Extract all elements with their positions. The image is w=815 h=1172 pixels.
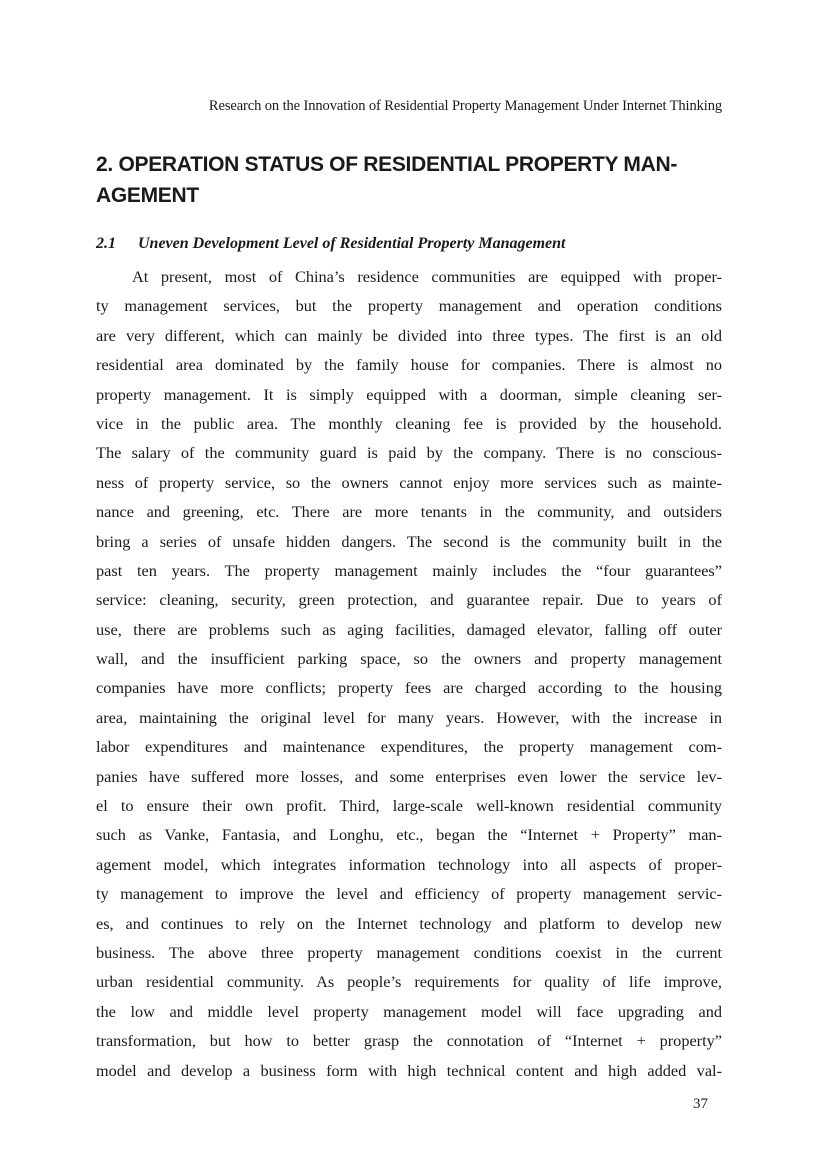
body-line: bring a series of unsafe hidden dangers. The second is the community built in the: [96, 531, 722, 551]
subsection-number: 2.1: [96, 235, 116, 252]
body-line: business. The above three property management conditions coexist in the current: [96, 942, 722, 962]
body-line: transformation, but how to better grasp the connotation of “Internet + property”: [96, 1031, 722, 1051]
body-line: are very different, which can mainly be divided into three types. The first is an old: [96, 325, 722, 345]
body-line: residential area dominated by the family house for companies. There is almost no: [96, 355, 722, 375]
body-line: property management. It is simply equipped with a doorman, simple cleaning ser-: [96, 384, 722, 404]
body-line: es, and continues to rely on the Internet technology and platform to develop new: [96, 913, 722, 933]
body-line: labor expenditures and maintenance expenditures, the property management com-: [96, 737, 722, 757]
body-line: vice in the public area. The monthly cleaning fee is provided by the household.: [96, 413, 722, 433]
body-line: ness of property service, so the owners cannot enjoy more services such as mainte-: [96, 472, 722, 492]
body-line: agement model, which integrates information technology into all aspects of proper-: [96, 854, 722, 874]
body-line: At present, most of China’s residence communities are equipped with proper-: [132, 267, 722, 286]
body-line: area, maintaining the original level for many years. However, with the increase in: [96, 707, 722, 727]
section-title-line-1: 2. OPERATION STATUS OF RESIDENTIAL PROPERTY MAN-: [96, 153, 678, 176]
section-title: [96, 149, 722, 211]
body-line: use, there are problems such as aging facilities, damaged elevator, falling off outer: [96, 619, 722, 639]
body-line: ty management services, but the property management and operation conditions: [96, 296, 722, 316]
body-line: el to ensure their own profit. Third, large-scale well-known residential community: [96, 796, 722, 816]
body-line: service: cleaning, security, green protection, and guarantee repair. Due to years of: [96, 590, 722, 610]
body-line: the low and middle level property management model will face upgrading and: [96, 1001, 722, 1021]
section-title-line-2: AGEMENT: [96, 184, 199, 207]
body-line: such as Vanke, Fantasia, and Longhu, etc., began the “Internet + Property” man-: [96, 825, 722, 845]
page-number: 37: [693, 1096, 708, 1112]
body-line: companies have more conflicts; property fees are charged according to the housing: [96, 678, 722, 698]
body-line: ty management to improve the level and efficiency of property management servic-: [96, 884, 722, 904]
body-line: nance and greening, etc. There are more tenants in the community, and outsiders: [96, 502, 722, 522]
body-line: urban residential community. As people’s requirements for quality of life improve,: [96, 972, 722, 992]
body-line: The salary of the community guard is paid by the company. There is no conscious-: [96, 443, 722, 463]
body-paragraph: [96, 262, 722, 1085]
running-head: Research on the Innovation of Residential Property Management Under Internet Thinking: [208, 98, 722, 114]
subsection-title: [96, 232, 722, 256]
body-line: wall, and the insufficient parking space, so the owners and property management: [96, 649, 722, 669]
body-line: model and develop a business form with high technical content and high added val-: [96, 1060, 722, 1080]
body-line: past ten years. The property management mainly includes the “four guarantees”: [96, 560, 722, 580]
subsection-title-text: Uneven Development Level of Residential Property Management: [138, 235, 566, 252]
body-line: panies have suffered more losses, and some enterprises even lower the service lev-: [96, 766, 722, 786]
